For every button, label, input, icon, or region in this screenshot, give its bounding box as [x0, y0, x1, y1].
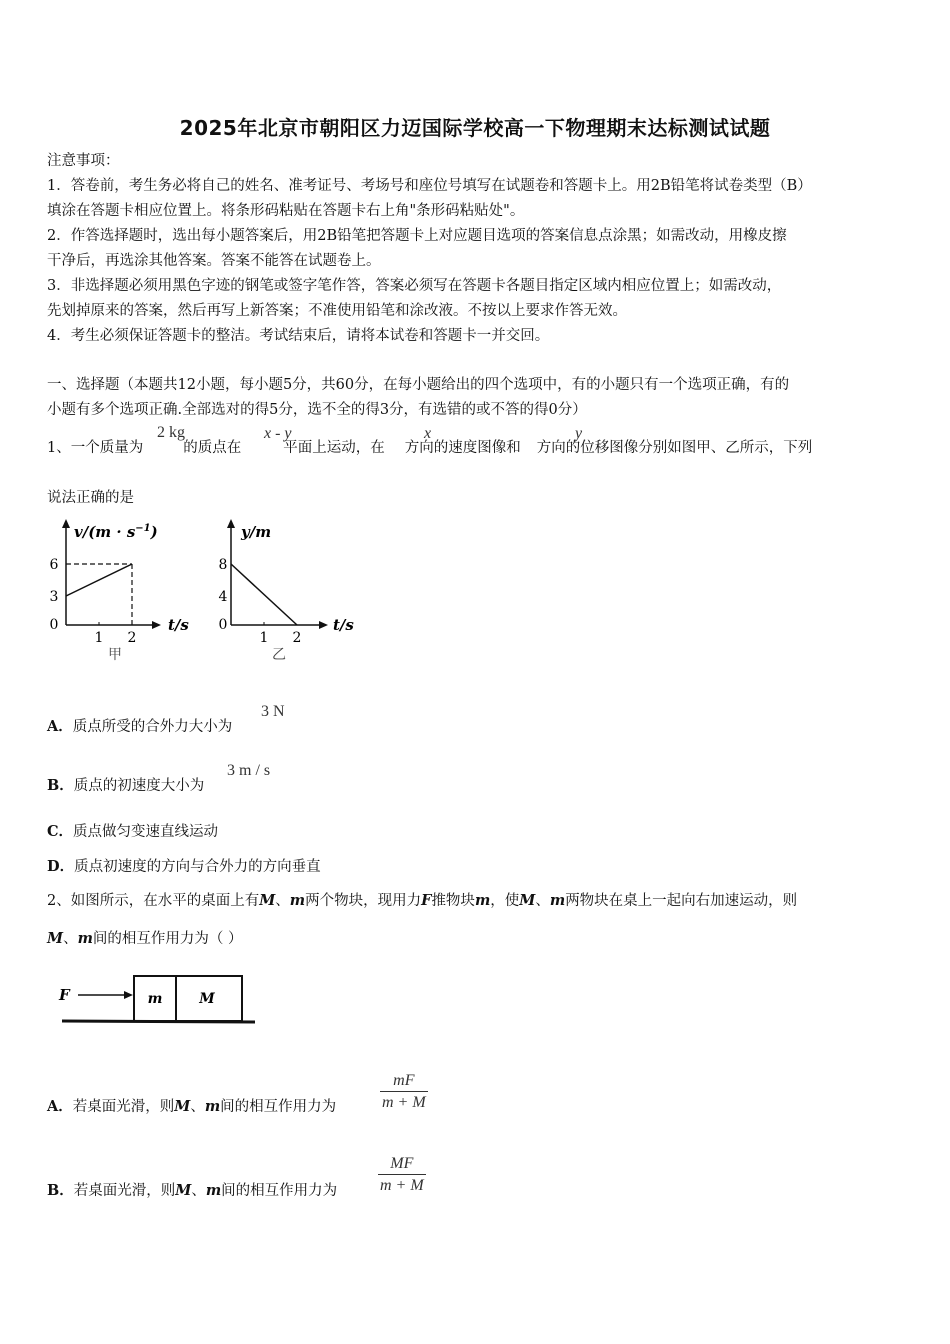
y-axis-label: y/m	[241, 523, 272, 541]
section-intro: 小题有多个选项正确.全部选对的得5分，选不全的得3分，有选错的或不答的得0分）	[47, 402, 587, 418]
graph-caption: 甲	[108, 647, 122, 663]
q1-option-b[interactable]: B．质点的初速度大小为	[47, 777, 205, 794]
y-tick-label: 4	[218, 589, 228, 605]
force-arrowhead	[124, 991, 133, 999]
option-a-fraction: mF m + M	[382, 1072, 426, 1111]
y-axis-label: $v/(m \cdot s^{-1})$	[74, 523, 158, 541]
q2-option-a[interactable]: A．若桌面光滑，则M、m间的相互作用力为	[47, 1098, 337, 1115]
displacement-line	[231, 564, 297, 625]
y-tick-label: 0	[218, 617, 228, 633]
blocks-figure	[52, 968, 267, 1033]
notice-line: 4．考生必须保证答题卡的整洁。考试结束后，请将本试卷和答题卡一并交回。	[47, 328, 550, 344]
y-tick-label: 3	[49, 589, 59, 605]
notice-line: 1．答卷前，考生务必将自己的姓名、准考证号、考场号和座位号填写在试题卷和答题卡上。用2B铅笔将试卷类型（B）	[47, 178, 812, 194]
option-b-value: 3 m / s	[227, 762, 271, 779]
velocity-line	[66, 564, 132, 596]
graph-caption: 乙	[272, 647, 286, 663]
notice-line: 干净后，再选涂其他答案。答案不能答在试题卷上。	[47, 253, 381, 269]
x-axis-label: t/s	[168, 616, 189, 634]
notice-line: 先划掉原来的答案，然后再写上新答案；不准使用铅笔和涂改液。不按以上要求作答无效。	[47, 303, 627, 319]
x-tick-label: 1	[94, 630, 104, 646]
section-intro: 一、选择题（本题共12小题，每小题5分，共60分，在每小题给出的四个选项中，有的小题只有一个选项正确，有的	[47, 377, 790, 393]
x-tick-label: 2	[292, 630, 302, 646]
x-axis-arrow	[152, 621, 161, 629]
notice-line: 2．作答选择题时，选出每小题答案后，用2B铅笔把答题卡上对应题目选项的答案信息点涂黑；如需改动，用橡皮擦	[47, 228, 787, 244]
y-tick-label: 0	[49, 617, 59, 633]
page-title: 2025年北京市朝阳区力迈国际学校高一下物理期末达标测试试题	[179, 116, 771, 140]
x-axis-arrow	[319, 621, 328, 629]
option-a-value: 3 N	[261, 703, 285, 720]
x-tick-label: 2	[127, 630, 137, 646]
q2-stem: 2、如图所示，在水平的桌面上有M、m两个物块，现用力F推物块m，使M、m两物块在桌上一起向右加速运动，则	[47, 892, 798, 909]
block-M-label: M	[199, 991, 215, 1007]
y-tick-label: 6	[49, 557, 59, 573]
mass-value: 2 kg	[157, 424, 185, 441]
q1-option-c[interactable]: C．质点做匀变速直线运动	[47, 823, 219, 840]
notice-line: 3．非选择题必须用黑色字迹的钢笔或签字笔作答，答案必须写在答题卡各题目指定区域内相应位置上；如需改动，	[47, 278, 782, 294]
x-tick-label: 1	[259, 630, 269, 646]
q2-stem-cont: M、m间的相互作用力为（ ）	[47, 930, 243, 947]
velocity-graph	[40, 515, 210, 665]
block-m-label: m	[147, 991, 163, 1007]
q1-stem: 1、一个质量为 的质点在 平面上运动，在 方向的速度图像和 方向的位移图像分别如图甲、乙所示，下列	[47, 440, 813, 456]
y-axis-arrow	[227, 519, 235, 528]
y-variable: y	[575, 425, 583, 442]
plane-label: x - y	[264, 425, 292, 442]
q2-option-b[interactable]: B．若桌面光滑，则M、m间的相互作用力为	[47, 1182, 338, 1199]
x-variable: x	[424, 425, 432, 442]
notice-line: 填涂在答题卡相应位置上。将条形码粘贴在答题卡右上角"条形码粘贴处"。	[47, 203, 525, 219]
force-label: F	[59, 986, 70, 1004]
x-axis-label: t/s	[333, 616, 354, 634]
q1-option-a[interactable]: A．质点所受的合外力大小为	[47, 718, 233, 735]
q1-option-d[interactable]: D．质点初速度的方向与合外力的方向垂直	[47, 858, 321, 875]
y-tick-label: 8	[218, 557, 228, 573]
notice-heading: 注意事项：	[47, 153, 120, 169]
q1-stem-cont: 说法正确的是	[47, 490, 134, 506]
displacement-graph	[205, 515, 375, 665]
option-b-fraction: MF m + M	[380, 1155, 424, 1194]
y-axis-arrow	[62, 519, 70, 528]
